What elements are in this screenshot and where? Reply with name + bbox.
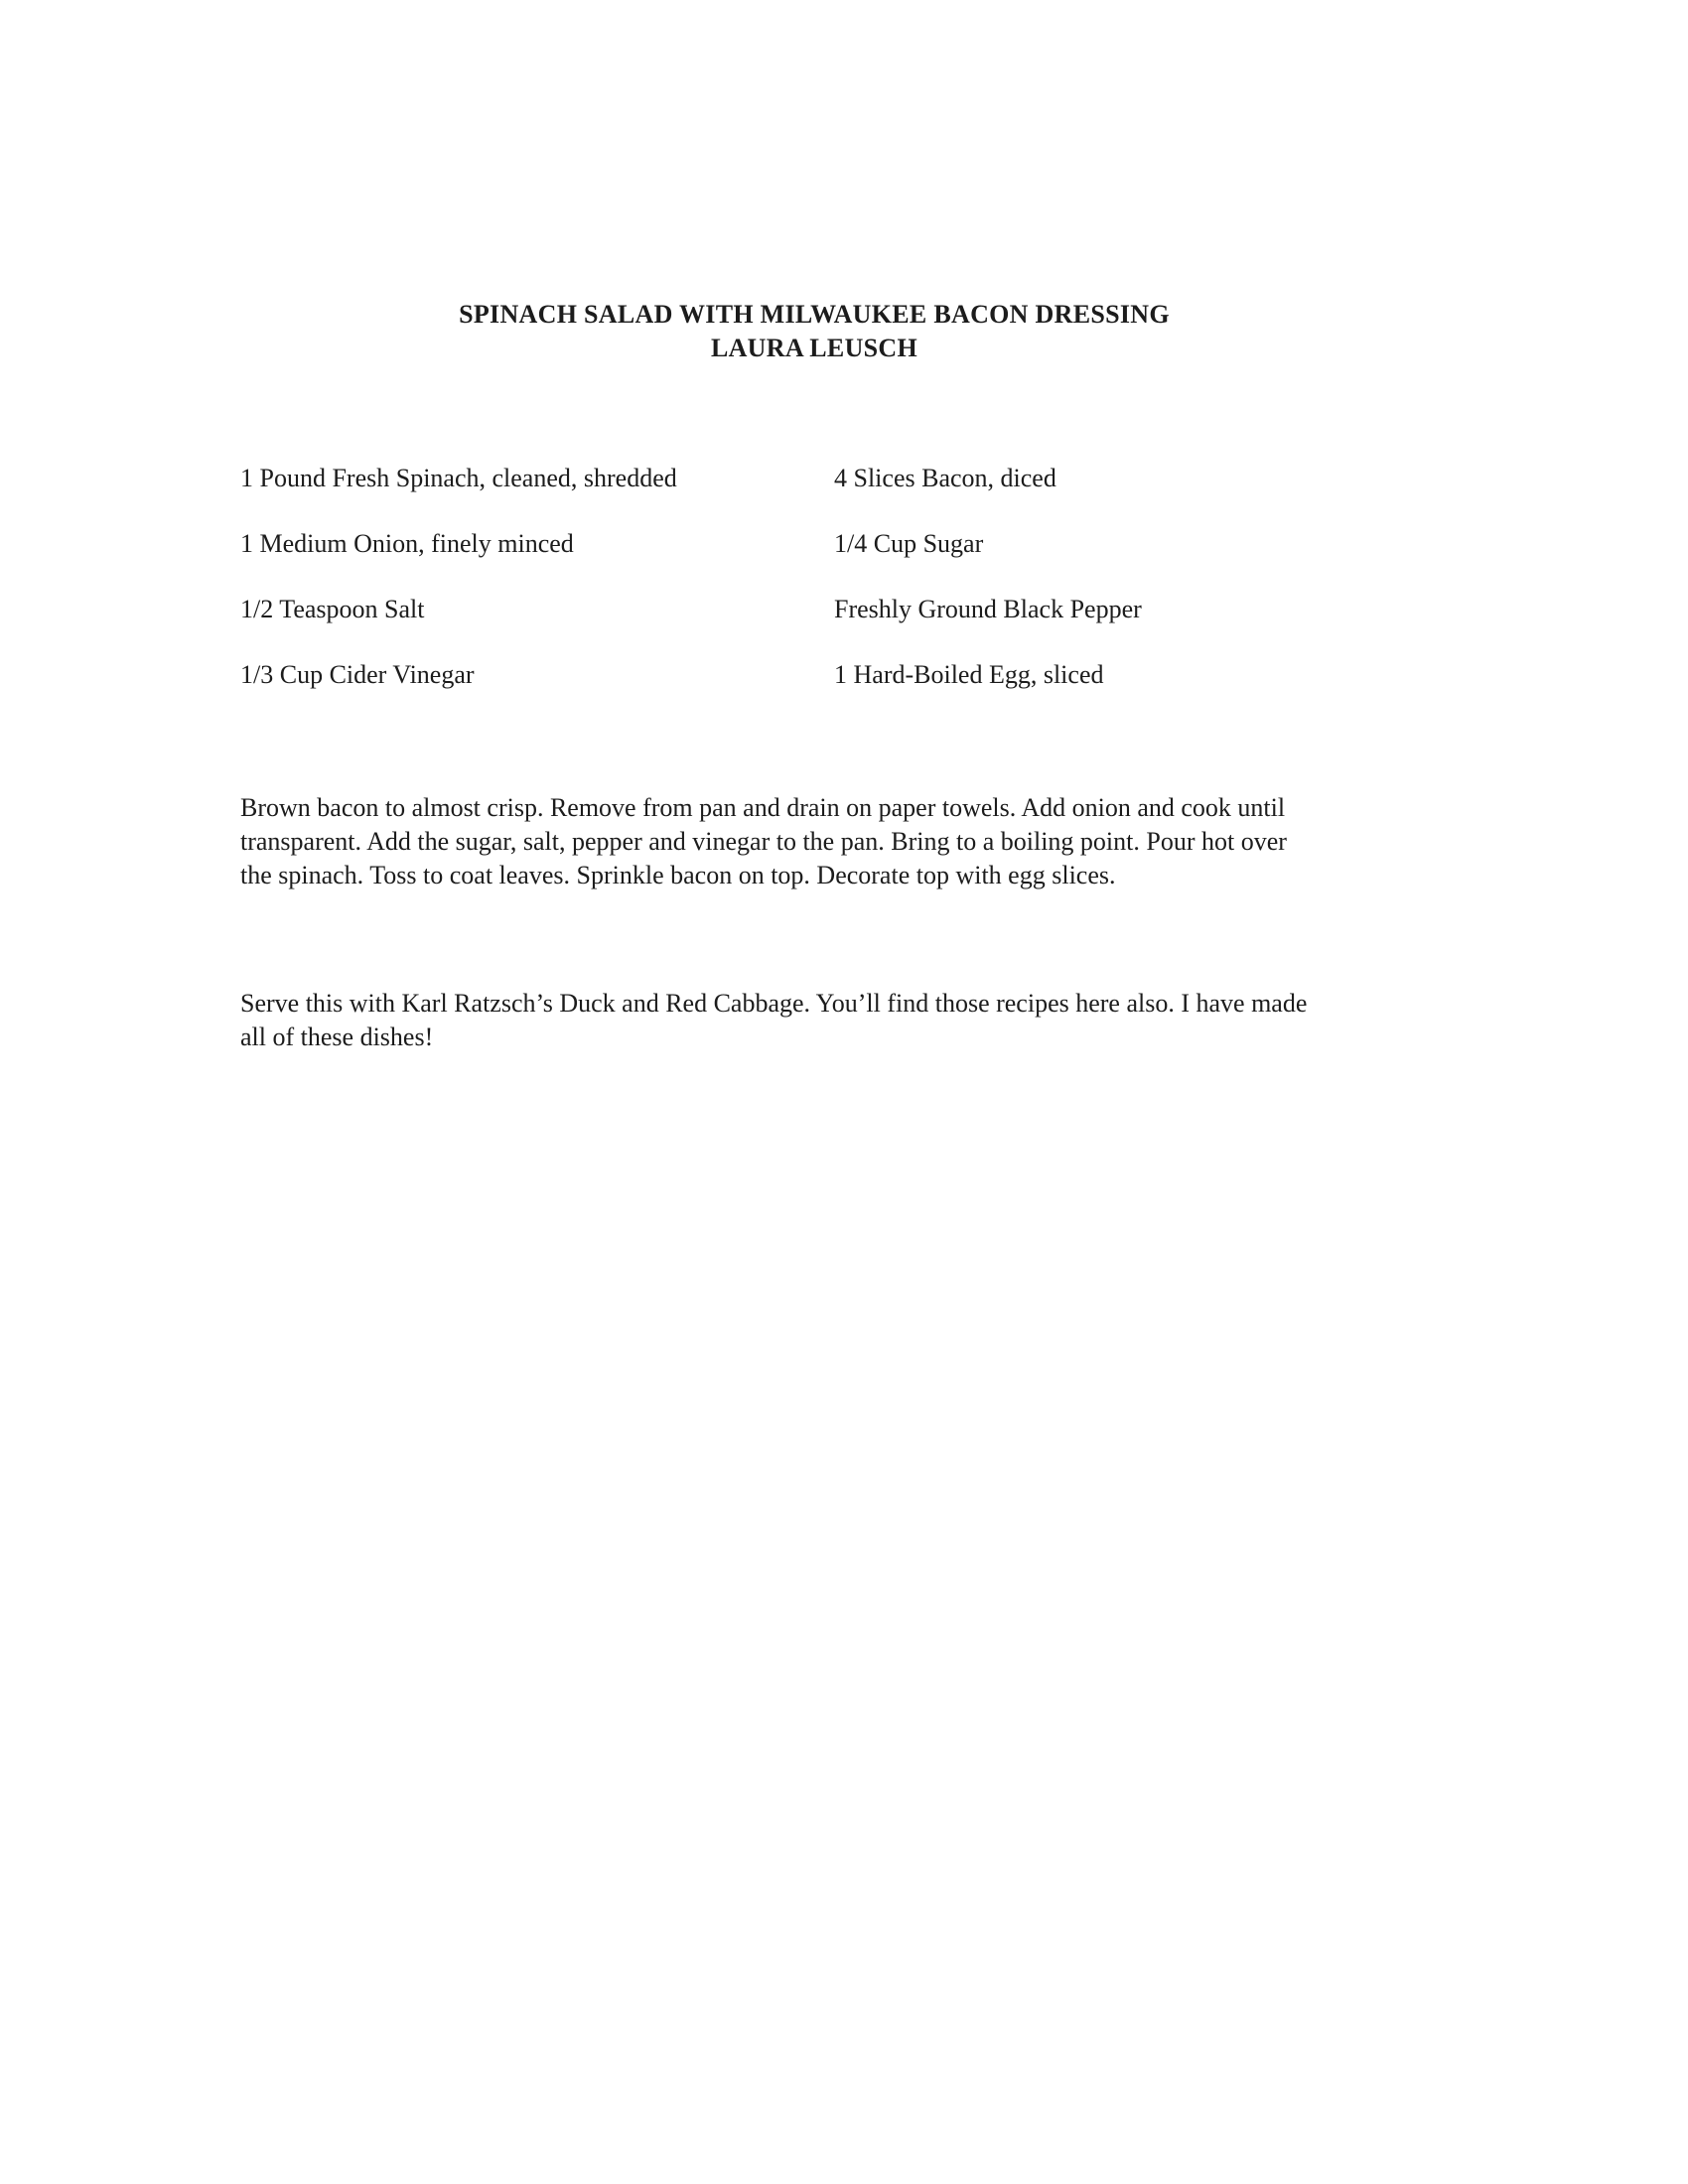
ingredient-item: 1/2 Teaspoon Salt [240, 595, 425, 623]
instructions-line: Brown bacon to almost crisp. Remove from pan and drain on paper towels. Add onion and cook until [240, 793, 1286, 822]
ingredients-list [240, 459, 1432, 721]
serving-note [240, 987, 1452, 1054]
ingredient-item: 1/3 Cup Cider Vinegar [240, 660, 475, 689]
ingredient-row [240, 524, 1432, 590]
instructions-line: the spinach. Toss to coat leaves. Sprinkle bacon on top. Decorate top with egg slices. [240, 861, 1116, 889]
ingredient-item: Freshly Ground Black Pepper [834, 595, 1142, 623]
instructions-line: transparent. Add the sugar, salt, pepper and vinegar to the pan. Bring to a boiling point. Pour hot over [240, 827, 1287, 856]
recipe-title: SPINACH SALAD WITH MILWAUKEE BACON DRESSING [459, 300, 1170, 329]
note-line: all of these dishes! [240, 1023, 434, 1051]
ingredient-item: 1 Medium Onion, finely minced [240, 529, 574, 558]
recipe-author: LAURA LEUSCH [710, 334, 918, 362]
ingredient-item: 4 Slices Bacon, diced [834, 464, 1056, 492]
ingredient-item: 1 Hard-Boiled Egg, sliced [834, 660, 1104, 689]
instructions-paragraph [240, 791, 1452, 892]
ingredient-row [240, 655, 1432, 721]
note-line: Serve this with Karl Ratzsch’s Duck and Red Cabbage. You’ll find those recipes here also. I have made [240, 989, 1308, 1018]
ingredient-item: 1 Pound Fresh Spinach, cleaned, shredded [240, 464, 677, 492]
ingredient-row [240, 459, 1432, 524]
title-block [0, 298, 1628, 365]
ingredient-row [240, 590, 1432, 655]
ingredient-item: 1/4 Cup Sugar [834, 529, 984, 558]
